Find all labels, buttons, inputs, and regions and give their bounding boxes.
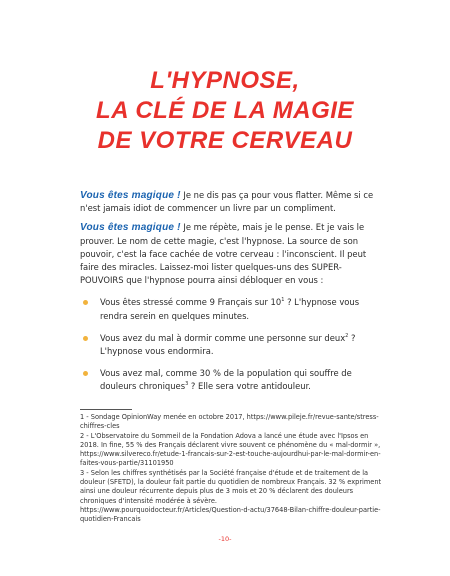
list-item-text: Vous avez mal, comme 30 % de la population qui souffre de douleurs chroniques (100, 368, 352, 392)
list-item-text-end: ? L'hypnose vous endormira. (100, 332, 356, 357)
footnote-1: 1 - Sondage OpinionWay menée en octobre 2017, https://www.pileje.fr/revue-sante/stress-chiffres-cles (80, 413, 379, 431)
footnote-3: 3 - Selon les chiffres synthétisés par la Société française d'étude et de traitement de la douleur (SFETD), la douleur fait partie du quotidien de nombreux Français. 32 % expriment ainsi une douleur récurrente depuis plus de 3 mois et 20 % déclarent des douleurs chroniques d'intensité modérée à sévère. https://www.pourquoidocteur.fr/Articles/Question-d-actu/37648-Bilan-chiffre-douleur-partie-quotidien-Francais (80, 468, 382, 524)
list-item-text: Vous avez du mal à dormir comme une personne sur deux (100, 332, 346, 343)
footnote-ref: 1 (281, 297, 285, 304)
footnote-ref: 3 (185, 381, 189, 388)
footnote-2: 2 - L'Observatoire du Sommeil de la Fondation Adova a lancé une étude avec l'Ipsos en 2018. In fine, 55 % des Français déclarent vivre souvent ce phénomène du « mal-dormir », https://www.silvereco.fr/etude-1-francais-sur-2-est-touche-aujourdhui-par-le-mal-dormir-en-faites-vous-partie/31101950 (80, 431, 381, 468)
paragraph-2-text: Je me répète, mais je le pense. Et je vais le prouver. Le nom de cette magie, c'est l'hypnose. La source de son pouvoir, c'est la face cachée de votre cerveau : l'inconscient. Il peut faire des miracles. Laissez-moi lister quelques-uns des SUPER-POUVOIRS que l'hypnose pourra ainsi débloquer en vous : (80, 222, 367, 286)
chapter-title-line-1: L'HYPNOSE, (150, 67, 300, 94)
footnote-divider (80, 409, 132, 410)
bullet-dot-icon (83, 300, 88, 305)
chapter-title-line-2: LA CLÉ DE LA MAGIE (96, 97, 354, 124)
paragraph-1-text: Je ne dis pas ça pour vous flatter. Même si ce n'est jamais idiot de commencer un livre par un compliment. (80, 190, 374, 214)
bullet-dot-icon (83, 336, 88, 341)
bullet-dot-icon (83, 371, 88, 376)
paragraph-2 (80, 221, 380, 287)
body-text (80, 189, 380, 403)
chapter-title (0, 66, 450, 156)
list-item-text: Vous êtes stressé comme 9 Français sur 10 (100, 297, 282, 308)
lead-phrase-2: Vous êtes magique ! (80, 222, 181, 234)
chapter-title-line-3: DE VOTRE CERVEAU (97, 127, 353, 154)
list-item-text-end: ? Elle sera votre antidouleur. (188, 381, 311, 392)
superpower-list (80, 296, 380, 393)
page-number: -10- (218, 535, 232, 543)
list-item-text-end: ? L'hypnose vous rendra serein en quelques minutes. (100, 297, 360, 321)
footnotes (80, 413, 382, 525)
list-item (80, 332, 380, 358)
list-item (80, 367, 380, 393)
footnote-ref: 2 (345, 333, 349, 340)
paragraph-1 (80, 189, 380, 215)
list-item (80, 296, 380, 322)
lead-phrase-1: Vous êtes magique ! (80, 190, 181, 201)
